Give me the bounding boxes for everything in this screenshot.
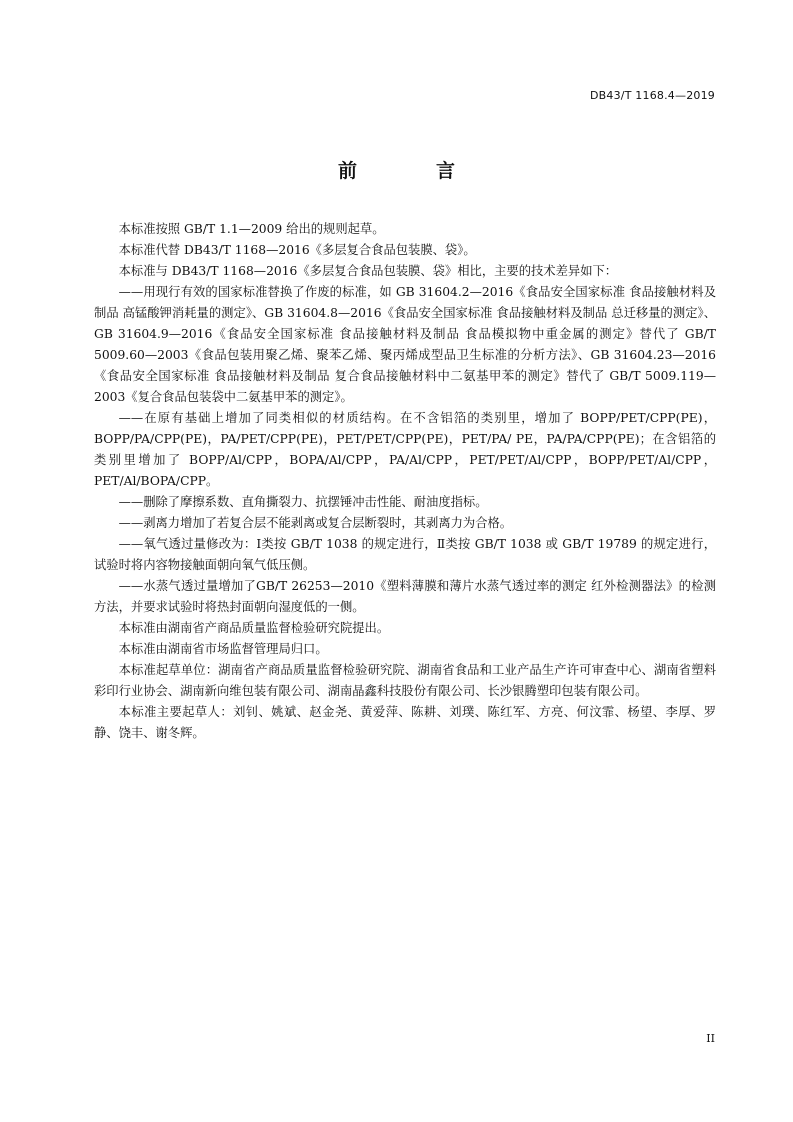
paragraph-drafters: 本标准主要起草人：刘钊、姚斌、赵金尧、黄爱萍、陈耕、刘璞、陈红军、方亮、何汶霏、杨望、李厚、罗静、饶丰、谢冬辉。 [94, 705, 716, 740]
paragraph-differences-intro: 本标准与 DB43/T 1168—2016《多层复合食品包装膜、袋》相比，主要的技术差异如下： [118, 264, 618, 278]
paragraph-drafting-rules: 本标准按照 GB/T 1.1—2009 给出的规则起草。 [118, 222, 385, 236]
paragraph-difference-vapor: ——水蒸气透过量增加了GB/T 26253—2010《塑料薄膜和薄片水蒸气透过率的测定 红外检测器法》的检测方法，并要求试验时将热封面朝向湿度低的一侧。 [94, 579, 716, 614]
paragraph-difference-removed: ——删除了摩擦系数、直角撕裂力、抗摆锤冲击性能、耐油度指标。 [118, 495, 488, 509]
paragraph-difference-materials: ——在原有基础上增加了同类相似的材质结构。在不含铝箔的类别里，增加了 BOPP/PET/CPP(PE)，BOPP/PA/CPP(PE)，PA/PET/CPP(PE)，PET/PET/CPP(PE)，PET/PA/ PE，PA/PA/CPP(PE)；在含铝箔的类别里增加了 BOPP/Al/CPP，BOPA/Al/CPP，PA/Al/CPP，PET/PET/Al/CPP，BOPP/PET/Al/CPP，PET/Al/BOPA/CPP。 [94, 411, 716, 488]
paragraph-proposer: 本标准由湖南省产商品质量监督检验研究院提出。 [118, 621, 390, 635]
paragraph-drafting-units: 本标准起草单位：湖南省产商品质量监督检验研究院、湖南省食品和工业产品生产许可审查中心、湖南省塑料彩印行业协会、湖南新向维包装有限公司、湖南晶鑫科技股份有限公司、长沙银腾塑印包装有限公司。 [94, 663, 716, 698]
page-number: II [706, 1032, 715, 1045]
paragraph-difference-oxygen: ——氧气透过量修改为：Ⅰ类按 GB/T 1038 的规定进行，Ⅱ类按 GB/T 1038 或 GB/T 19789 的规定进行，试验时将内容物接触面朝向氧气低压侧。 [94, 537, 716, 572]
page-title: 前 言 [337, 160, 485, 182]
paragraph-difference-standards: ——用现行有效的国家标准替换了作废的标准，如 GB 31604.2—2016《食品安全国家标准 食品接触材料及制品 高锰酸钾消耗量的测定》、GB 31604.8—2016《食品安全国家标准 食品接触材料及制品 总迁移量的测定》、GB 31604.9—2016《食品安全国家标准 食品接触材料及制品 食品模拟物中重金属的测定》替代了 GB/T 5009.60—2003《食品包装用聚乙烯、聚苯乙烯、聚丙烯成型品卫生标准的分析方法》、GB 31604.23—2016《食品安全国家标准 食品接触材料及制品 复合食品接触材料中二氨基甲苯的测定》替代了 GB/T 5009.119—2003《复合食品包装袋中二氨基甲苯的测定》。 [94, 285, 716, 404]
document-code: DB43/T 1168.4—2019 [589, 89, 715, 102]
paragraph-difference-peel: ——剥离力增加了若复合层不能剥离或复合层断裂时，其剥离力为合格。 [118, 516, 513, 530]
paragraph-administrator: 本标准由湖南省市场监督管理局归口。 [118, 642, 328, 656]
paragraph-replaces: 本标准代替 DB43/T 1168—2016《多层复合食品包装膜、袋》。 [118, 243, 476, 257]
preface-body [94, 219, 716, 744]
